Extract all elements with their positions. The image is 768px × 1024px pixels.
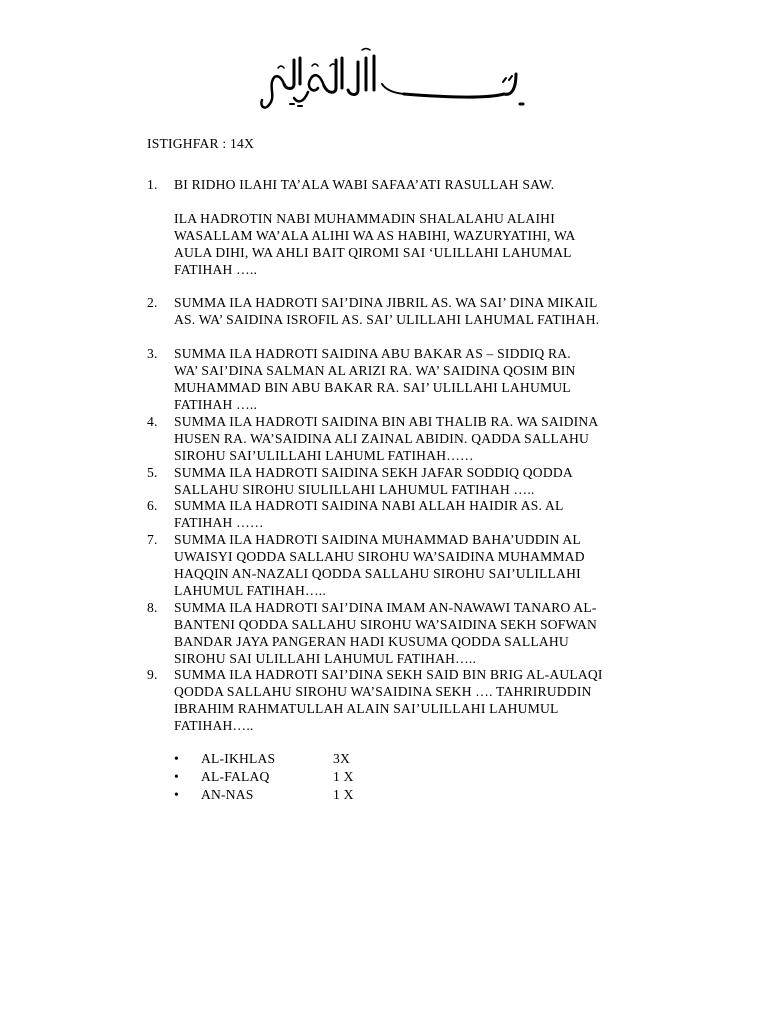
list-item-paragraph: SUMMA ILA HADROTI SAIDINA ABU BAKAR AS – SIDDIQ RA. WA’ SAI’DINA SALMAN AL ARIZI RA. WA’ SAIDINA QOSIM BIN MUHAMMAD BIN ABU BAKAR RA. SAI’ ULILLAHI LAHUMUL FATIHAH …..	[174, 346, 576, 412]
surah-name: AL-FALAQ	[201, 769, 270, 785]
list-item-number: 3.	[147, 346, 158, 362]
list-item-paragraph: SUMMA ILA HADROTI SAI’DINA SEKH SAID BIN BRIG AL-AULAQI QODDA SALLAHU SIROHU WA’SAIDINA SEKH …. TAHRIRUDDIN IBRAHIM RAHMATULLAH ALAIN SAI’ULILLAHI LAHUMUL FATIHAH…..	[174, 667, 603, 734]
list-item	[147, 498, 667, 532]
bullet-icon: •	[174, 751, 179, 767]
list-item-number: 1.	[147, 176, 158, 192]
surah-count: 3X	[333, 751, 351, 767]
list-item	[147, 177, 667, 279]
surah-count: 1 X	[333, 787, 354, 803]
bullet-icon: •	[174, 787, 179, 803]
list-item-paragraph: SUMMA ILA HADROTI SAI’DINA IMAM AN-NAWAWI TANARO AL- BANTENI QODDA SALLAHU SIROHU WA’SAIDINA SEKH SOFWAN BANDAR JAYA PANGERAN HADI KUSUMA QODDA SALLAHU SIROHU SAI ULILLAHI LAHUMUL FATIHAH…..	[174, 599, 598, 666]
surah-item	[147, 751, 667, 769]
list-item-number: 4.	[147, 413, 158, 429]
list-item-number: 9.	[147, 667, 158, 683]
list-item-number: 8.	[147, 599, 158, 615]
list-item-number: 7.	[147, 532, 158, 548]
list-item-paragraph: SUMMA ILA HADROTI SAIDINA MUHAMMAD BAHA’UDDIN AL UWAISYI QODDA SALLAHU SIROHU WA’SAIDINA MUHAMMAD HAQQIN AN-NAZALI QODDA SALLAHU SIROHU SAI’ULILLAHI LAHUMUL FATIHAH…..	[174, 532, 585, 598]
list-item-paragraph: ILA HADROTIN NABI MUHAMMADIN SHALALAHU ALAIHI WASALLAM WA’ALA ALIHI WA AS HABIHI, WAZURYATIHI, WA AULA DIHI, WA AHLI BAIT QIROMI SAI ‘ULILLAHI LAHUMAL FATIHAH …..	[174, 210, 576, 277]
list-item-number: 6.	[147, 498, 158, 514]
list-item-paragraph: SUMMA ILA HADROTI SAIDINA SEKH JAFAR SODDIQ QODDA SALLAHU SIROHU SIULILLAHI LAHUMUL FATIHAH …..	[174, 464, 573, 497]
list-item	[147, 465, 667, 499]
surah-name: AL-IKHLAS	[201, 751, 276, 767]
list-item	[147, 600, 667, 668]
list-item	[147, 346, 667, 414]
list-item	[147, 414, 667, 465]
surah-name: AN-NAS	[201, 787, 254, 803]
list-item-paragraph: SUMMA ILA HADROTI SAIDINA BIN ABI THALIB RA. WA SAIDINA HUSEN RA. WA’SAIDINA ALI ZAINAL ABIDIN. QADDA SALLAHU SIROHU SAI’ULILLAHI LAHUML FATIHAH……	[174, 413, 599, 463]
list-item-number: 2.	[147, 295, 158, 311]
list-item	[147, 532, 667, 600]
surah-count: 1 X	[333, 769, 354, 785]
bullet-icon: •	[174, 769, 179, 785]
list-item	[147, 667, 667, 735]
surah-list	[147, 751, 667, 805]
list-item	[147, 295, 667, 329]
surah-item	[147, 769, 667, 787]
surah-item	[147, 787, 667, 805]
list-item-paragraph: SUMMA ILA HADROTI SAI’DINA JIBRIL AS. WA SAI’ DINA MIKAIL AS. WA’ SAIDINA ISROFIL AS. SAI’ ULILLAHI LAHUMAL FATIHAH.	[174, 295, 600, 328]
page-title: ISTIGHFAR : 14X	[147, 136, 254, 151]
invocation-list	[147, 177, 667, 735]
prayer-text	[147, 136, 667, 805]
list-item-number: 5.	[147, 464, 158, 480]
list-item-paragraph: BI RIDHO ILAHI TA’ALA WABI SAFAA’ATI RASULLAH SAW.	[174, 176, 555, 192]
bismillah-calligraphy-icon	[254, 44, 530, 116]
list-item-paragraph: SUMMA ILA HADROTI SAIDINA NABI ALLAH HAIDIR AS. AL FATIHAH ……	[174, 498, 564, 531]
bismillah-calligraphy-image	[254, 44, 530, 116]
